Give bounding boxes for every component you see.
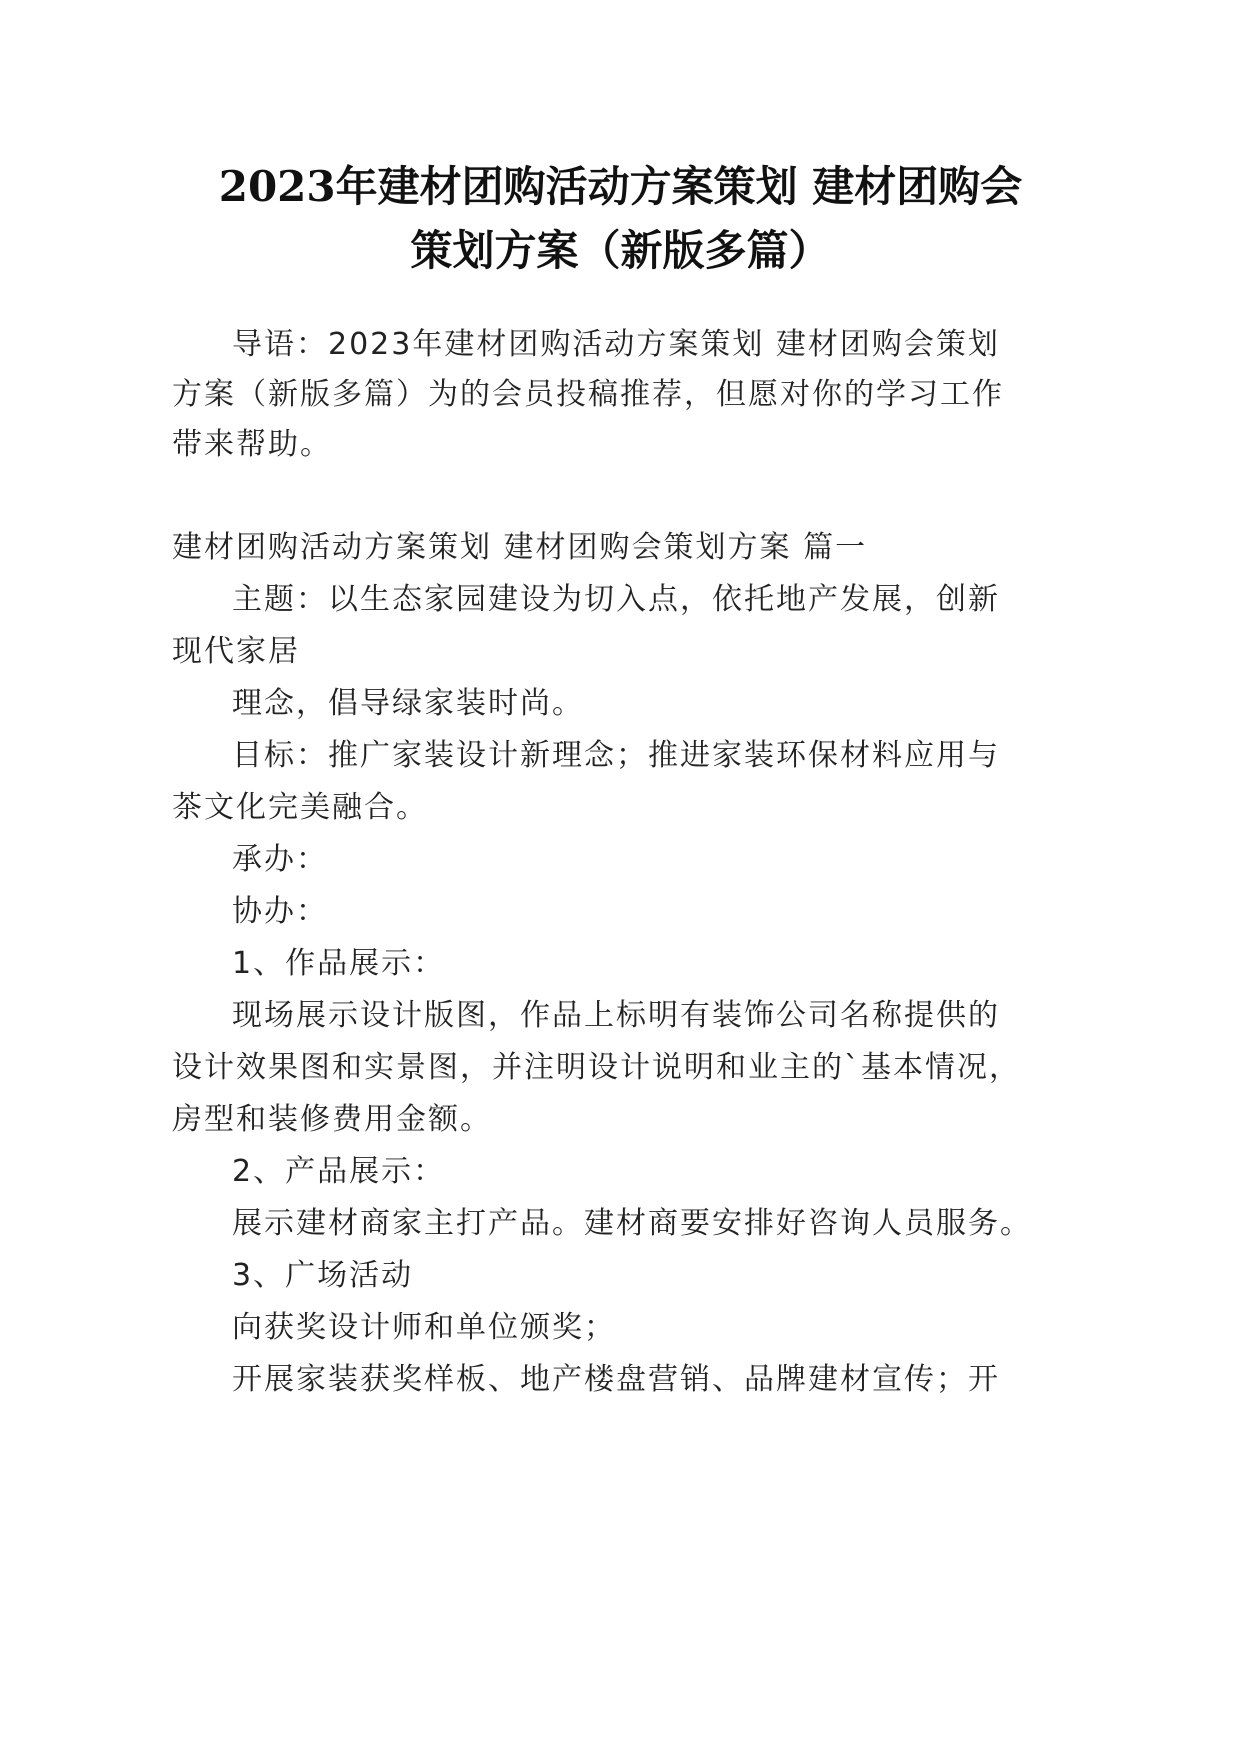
intro-line-1: 导语：2023年建材团购活动方案策划 建材团购会策划: [232, 327, 1000, 362]
item-1-line-3: 房型和装修费用金额。: [172, 1102, 492, 1137]
intro-line-3: 带来帮助。: [172, 427, 332, 462]
item-1-line-2: 设计效果图和实景图，并注明设计说明和业主的`基本情况，: [172, 1050, 1021, 1085]
theme-line-2: 现代家居: [172, 634, 300, 669]
document-title-line-2: 策划方案（新版多篇）: [410, 226, 831, 275]
item-1-line-1: 现场展示设计版图，作品上标明有装饰公司名称提供的: [232, 998, 1000, 1033]
organizer-line: 承办：: [232, 842, 328, 877]
theme-line-3: 理念，倡导绿家装时尚。: [232, 686, 584, 721]
item-3-heading: 3、广场活动: [232, 1258, 414, 1293]
theme-line-1: 主题：以生态家园建设为切入点，依托地产发展，创新: [232, 582, 1000, 617]
item-2-line-1: 展示建材商家主打产品。建材商要安排好咨询人员服务。: [232, 1206, 1032, 1241]
section-heading: 建材团购活动方案策划 建材团购会策划方案 篇一: [172, 530, 868, 565]
item-2-heading: 2、产品展示：: [232, 1154, 446, 1189]
co-organizer-line: 协办：: [232, 894, 328, 929]
item-1-heading: 1、作品展示：: [232, 946, 446, 981]
document-title-line-1: 2023年建材团购活动方案策划 建材团购会: [218, 162, 1023, 211]
item-3-line-1: 向获奖设计师和单位颁奖；: [232, 1310, 616, 1345]
intro-line-2: 方案（新版多篇）为的会员投稿推荐，但愿对你的学习工作: [172, 377, 1004, 412]
item-3-line-2: 开展家装获奖样板、地产楼盘营销、品牌建材宣传；开: [232, 1362, 1000, 1397]
goal-line-1: 目标：推广家装设计新理念；推进家装环保材料应用与: [232, 738, 1000, 773]
goal-line-2: 茶文化完美融合。: [172, 790, 428, 825]
